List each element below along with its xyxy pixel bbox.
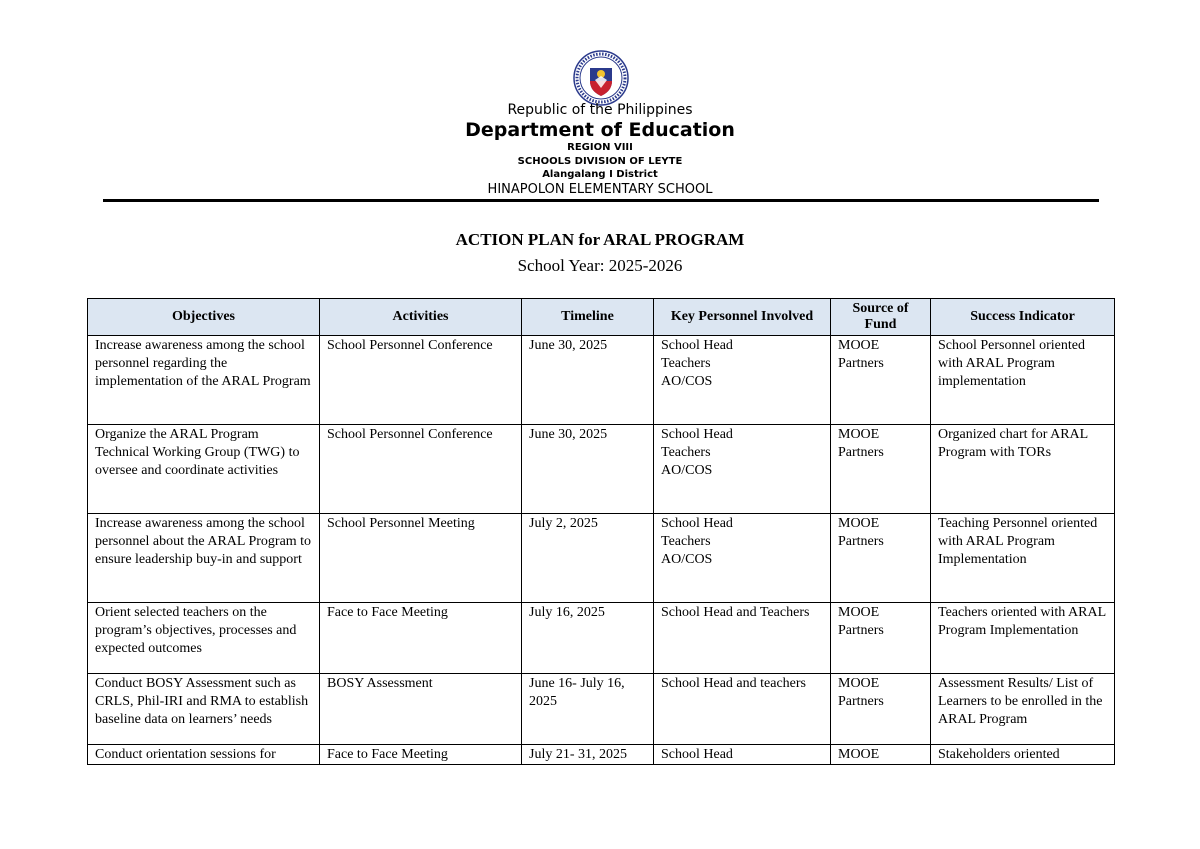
timeline-text: July 21- 31, 2025 [529, 747, 627, 762]
objective-text: Conduct orientation sessions for [95, 747, 276, 762]
timeline-cell: June 30, 2025 [522, 425, 654, 514]
timeline-cell: July 16, 2025 [522, 603, 654, 674]
personnel-cell: School Head Teachers AO/COS [654, 336, 831, 425]
objective-cell [88, 745, 320, 765]
timeline-cell: July 2, 2025 [522, 514, 654, 603]
personnel-cell: School Head Teachers AO/COS [654, 425, 831, 514]
column-header: Key Personnel Involved [654, 299, 831, 336]
column-header: Timeline [522, 299, 654, 336]
objective-cell: Orient selected teachers on the program’s objectives, processes and expected outcomes [88, 603, 320, 674]
table-row [88, 674, 1115, 745]
activity-cell: School Personnel Conference [320, 336, 522, 425]
table-header-row [88, 299, 1115, 336]
district-heading: Alangalang I District [542, 169, 658, 180]
personnel-cell: School Head and teachers [654, 674, 831, 745]
objective-cell: Increase awareness among the school personnel about the ARAL Program to ensure leadership buy-in and support [88, 514, 320, 603]
column-header: Objectives [88, 299, 320, 336]
activity-cell: School Personnel Conference [320, 425, 522, 514]
table-row [88, 336, 1115, 425]
timeline-cell: June 16- July 16, 2025 [522, 674, 654, 745]
header-divider [103, 199, 1099, 202]
timeline-cell: June 30, 2025 [522, 336, 654, 425]
fund-cell: MOOE Partners [831, 514, 931, 603]
indicator-cell [931, 745, 1115, 765]
timeline-cell [522, 745, 654, 765]
personnel-cell: School Head Teachers AO/COS [654, 514, 831, 603]
personnel-cell [654, 745, 831, 765]
department-heading: Department of Education [465, 119, 735, 141]
indicator-cell: Assessment Results/ List of Learners to be enrolled in the ARAL Program [931, 674, 1115, 745]
fund-cell: MOOE Partners [831, 674, 931, 745]
indicator-cell: School Personnel oriented with ARAL Program implementation [931, 336, 1115, 425]
activity-text: Face to Face Meeting [327, 747, 448, 762]
fund-cell: MOOE Partners [831, 603, 931, 674]
school-name: HINAPOLON ELEMENTARY SCHOOL [487, 182, 713, 197]
fund-cell: MOOE Partners [831, 336, 931, 425]
activity-cell [320, 745, 522, 765]
indicator-cell: Teaching Personnel oriented with ARAL Program Implementation [931, 514, 1115, 603]
fund-text: MOOE [838, 747, 880, 762]
fund-cell: MOOE Partners [831, 425, 931, 514]
objective-cell: Organize the ARAL Program Technical Working Group (TWG) to oversee and coordinate activities [88, 425, 320, 514]
objective-cell: Increase awareness among the school personnel regarding the implementation of the ARAL Program [88, 336, 320, 425]
indicator-cell: Teachers oriented with ARAL Program Implementation [931, 603, 1115, 674]
column-header: Activities [320, 299, 522, 336]
school-year: School Year: 2025-2026 [517, 256, 683, 275]
indicator-cell: Organized chart for ARAL Program with TORs [931, 425, 1115, 514]
table-row [88, 745, 1115, 765]
fund-cell [831, 745, 931, 765]
table-row [88, 603, 1115, 674]
personnel-cell: School Head and Teachers [654, 603, 831, 674]
division-heading: SCHOOLS DIVISION OF LEYTE [517, 156, 683, 167]
document-title: ACTION PLAN for ARAL PROGRAM [455, 230, 745, 249]
activity-cell: School Personnel Meeting [320, 514, 522, 603]
deped-seal-icon [573, 50, 629, 106]
action-plan-table [87, 298, 1115, 765]
activity-cell: BOSY Assessment [320, 674, 522, 745]
indicator-text: Stakeholders oriented [938, 747, 1060, 762]
objective-cell: Conduct BOSY Assessment such as CRLS, Phil-IRI and RMA to establish baseline data on learners’ needs [88, 674, 320, 745]
republic-heading: Republic of the Philippines [507, 102, 693, 118]
column-header: Success Indicator [931, 299, 1115, 336]
table-row [88, 425, 1115, 514]
region-heading: REGION VIII [567, 142, 633, 153]
table-row [88, 514, 1115, 603]
column-header: Source of Fund [831, 299, 931, 336]
activity-cell: Face to Face Meeting [320, 603, 522, 674]
personnel-text: School Head [661, 747, 733, 762]
